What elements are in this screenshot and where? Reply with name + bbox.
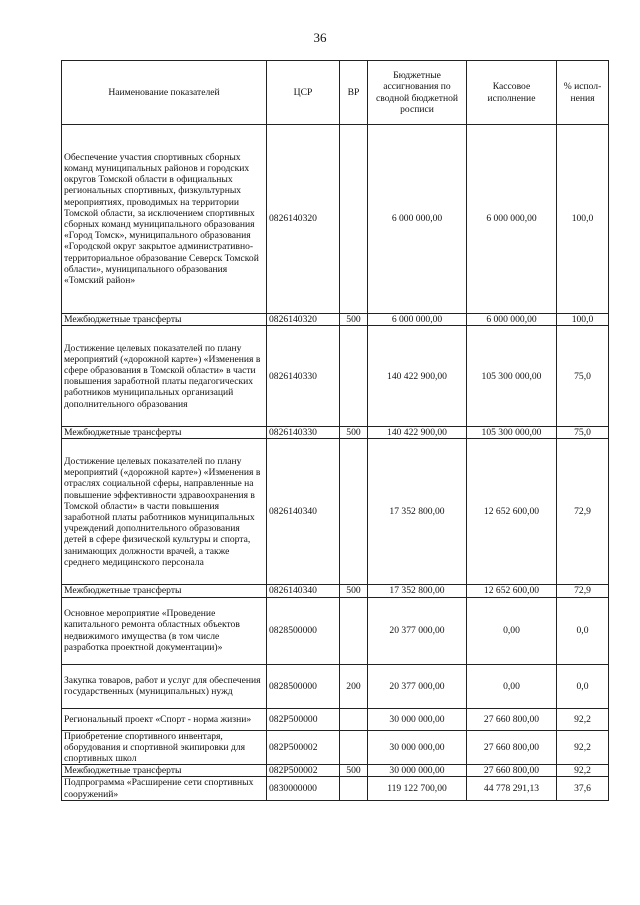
cell-csr: 0826140340 — [267, 439, 340, 585]
table-row — [62, 585, 609, 597]
cell-name: Достижение целевых показателей по плану мероприятий («дорожной карте») «Изменения в сфере образования в Томской области» в части повышения заработной платы педагогических работников муниципальных организаций дополнительного образования — [62, 326, 267, 427]
cell-budget: 20 377 000,00 — [368, 597, 467, 664]
cell-percent: 75,0 — [557, 427, 609, 439]
cell-budget: 6 000 000,00 — [368, 314, 467, 326]
cell-vr — [340, 730, 368, 765]
cell-percent: 0,0 — [557, 664, 609, 708]
cell-cash: 27 660 800,00 — [467, 765, 557, 777]
cell-name: Межбюджетные трансферты — [62, 765, 267, 777]
table-row — [62, 326, 609, 427]
cell-percent: 75,0 — [557, 326, 609, 427]
cell-name: Достижение целевых показателей по плану мероприятий («дорожной карте») «Изменения в отраслях социальной сферы, направленные на повышение эффективности здравоохранения в Томской области» в части повышения заработной платы работников муниципальных учреждений дополнительного образования детей в сфере физической культуры и спорта, занимающих должности врачей, а также среднего медицинского персонала — [62, 439, 267, 585]
cell-name: Основное мероприятие «Проведение капитального ремонта областных объектов недвижимого имущества (в том числе разработка проектной документации)» — [62, 597, 267, 664]
cell-vr: 500 — [340, 585, 368, 597]
cell-cash: 0,00 — [467, 664, 557, 708]
cell-vr — [340, 777, 368, 800]
cell-vr: 500 — [340, 314, 368, 326]
table-row — [62, 777, 609, 800]
cell-vr — [340, 708, 368, 730]
cell-cash: 27 660 800,00 — [467, 708, 557, 730]
table-row — [62, 708, 609, 730]
cell-csr: 0826140320 — [267, 314, 340, 326]
cell-cash: 12 652 600,00 — [467, 585, 557, 597]
cell-name: Закупка товаров, работ и услуг для обеспечения государственных (муниципальных) нужд — [62, 664, 267, 708]
table-row — [62, 597, 609, 664]
cell-budget: 20 377 000,00 — [368, 664, 467, 708]
column-header-cash: Кассовое исполнение — [467, 61, 557, 125]
cell-csr: 0826140340 — [267, 585, 340, 597]
table-row — [62, 765, 609, 777]
cell-csr: 082P500000 — [267, 708, 340, 730]
cell-percent: 72,9 — [557, 439, 609, 585]
cell-cash: 12 652 600,00 — [467, 439, 557, 585]
cell-budget: 17 352 800,00 — [368, 439, 467, 585]
cell-percent: 100,0 — [557, 125, 609, 314]
cell-budget: 140 422 900,00 — [368, 326, 467, 427]
cell-budget: 6 000 000,00 — [368, 125, 467, 314]
cell-budget: 30 000 000,00 — [368, 730, 467, 765]
cell-csr: 082P500002 — [267, 765, 340, 777]
cell-name: Подпрограмма «Расширение сети спортивных сооружений» — [62, 777, 267, 800]
page-number: 36 — [313, 30, 327, 45]
cell-budget: 30 000 000,00 — [368, 765, 467, 777]
cell-vr: 200 — [340, 664, 368, 708]
cell-cash: 27 660 800,00 — [467, 730, 557, 765]
column-header-vr: ВР — [340, 61, 368, 125]
cell-name: Межбюджетные трансферты — [62, 585, 267, 597]
cell-cash: 105 300 000,00 — [467, 427, 557, 439]
cell-percent: 92,2 — [557, 730, 609, 765]
cell-vr: 500 — [340, 765, 368, 777]
cell-vr — [340, 597, 368, 664]
table-row — [62, 427, 609, 439]
cell-name: Региональный проект «Спорт - норма жизни» — [62, 708, 267, 730]
cell-vr — [340, 326, 368, 427]
cell-budget: 140 422 900,00 — [368, 427, 467, 439]
cell-name: Межбюджетные трансферты — [62, 314, 267, 326]
cell-cash: 105 300 000,00 — [467, 326, 557, 427]
column-header-name: Наименование показателей — [62, 61, 267, 125]
cell-name: Межбюджетные трансферты — [62, 427, 267, 439]
cell-csr: 0826140320 — [267, 125, 340, 314]
table-row — [62, 439, 609, 585]
column-header-percent: % испол-нения — [557, 61, 609, 125]
cell-name: Приобретение спортивного инвентаря, оборудования и спортивной экипировки для спортивных школ — [62, 730, 267, 765]
cell-cash: 0,00 — [467, 597, 557, 664]
cell-csr: 0826140330 — [267, 326, 340, 427]
budget-execution-table — [61, 60, 609, 801]
cell-percent: 0,0 — [557, 597, 609, 664]
cell-vr — [340, 439, 368, 585]
cell-percent: 92,2 — [557, 765, 609, 777]
cell-budget: 119 122 700,00 — [368, 777, 467, 800]
cell-vr — [340, 125, 368, 314]
cell-cash: 44 778 291,13 — [467, 777, 557, 800]
cell-percent: 92,2 — [557, 708, 609, 730]
cell-csr: 082P500002 — [267, 730, 340, 765]
cell-cash: 6 000 000,00 — [467, 125, 557, 314]
table-row — [62, 664, 609, 708]
cell-csr: 0828500000 — [267, 664, 340, 708]
cell-vr: 500 — [340, 427, 368, 439]
table-header-row — [62, 61, 609, 125]
cell-cash: 6 000 000,00 — [467, 314, 557, 326]
cell-csr: 0830000000 — [267, 777, 340, 800]
table-row — [62, 125, 609, 314]
cell-budget: 17 352 800,00 — [368, 585, 467, 597]
table-row — [62, 730, 609, 765]
column-header-csr: ЦСР — [267, 61, 340, 125]
cell-percent: 72,9 — [557, 585, 609, 597]
column-header-budget: Бюджетные ассигнования по сводной бюджетной росписи — [368, 61, 467, 125]
cell-percent: 37,6 — [557, 777, 609, 800]
cell-percent: 100,0 — [557, 314, 609, 326]
cell-csr: 0826140330 — [267, 427, 340, 439]
cell-budget: 30 000 000,00 — [368, 708, 467, 730]
cell-name: Обеспечение участия спортивных сборных команд муниципальных районов и городских округов Томской области в официальных региональных спортивных, физкультурных мероприятиях, проводимых на территории Томской области, за исключением спортивных сборных команд муниципального образования «Город Томск», муниципального образования «Городской округ закрытое административно-территориальное образование Северск Томской области», муниципального образования «Томский район» — [62, 125, 267, 314]
cell-csr: 0828500000 — [267, 597, 340, 664]
table-row — [62, 314, 609, 326]
